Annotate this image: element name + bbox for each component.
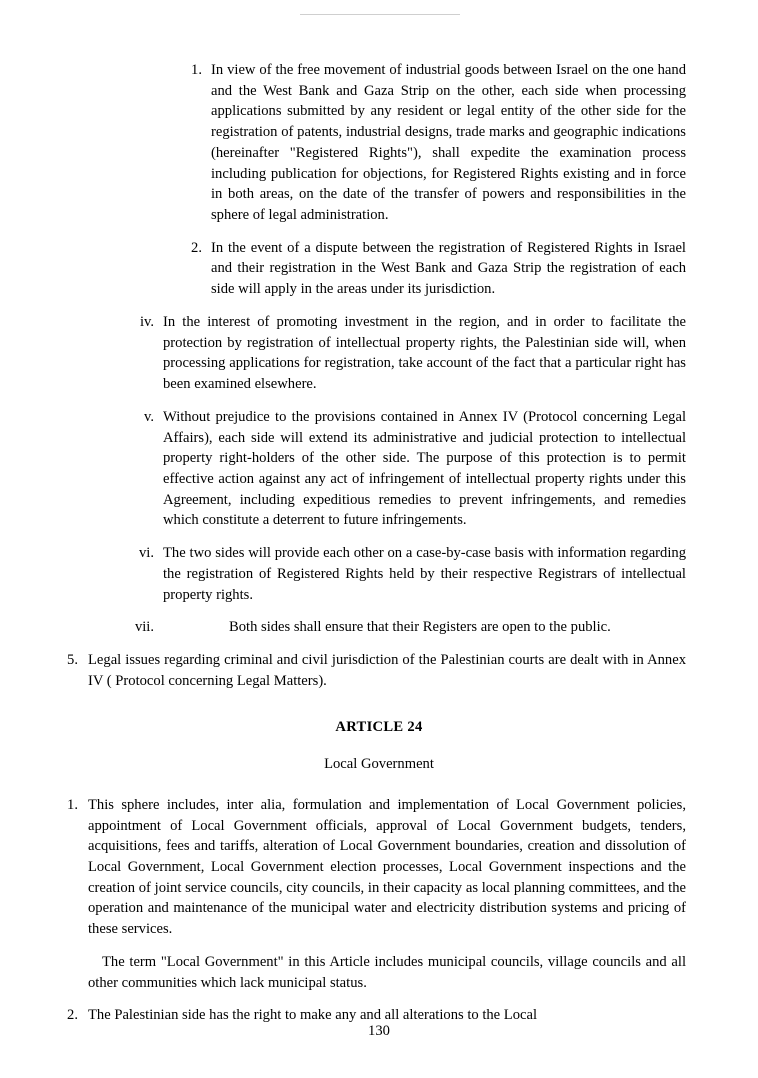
list-item xyxy=(178,238,686,300)
top-edge-artifact xyxy=(300,14,460,15)
list-item-marker: 2. xyxy=(67,1007,78,1024)
page-number: 130 xyxy=(368,1023,390,1039)
list-item xyxy=(178,60,686,226)
list-item-text: In the event of a dispute between the registration of Registered Rights in Israel and their registration in the West Bank and Gaza Strip the registration of each side will apply in the areas under its jurisdiction. xyxy=(211,239,686,298)
list-item xyxy=(60,795,686,940)
list-item-marker: 1. xyxy=(67,796,78,813)
list-item xyxy=(126,312,686,395)
list-item-text: Both sides shall ensure that their Registers are open to the public. xyxy=(229,619,611,636)
list-item-marker: v. xyxy=(144,408,154,425)
list-item-text: Legal issues regarding criminal and civil jurisdiction of the Palestinian courts are dealt with in Annex IV ( Protocol concerning Legal Matters). xyxy=(88,651,686,689)
list-item-marker: vi. xyxy=(139,545,154,562)
list-item-marker: 2. xyxy=(191,239,202,256)
article-paragraph: The term "Local Government" in this Article includes municipal councils, village councils and all other communities which lack municipal status. xyxy=(88,953,686,991)
list-item-text: In the interest of promoting investment in the region, and in order to facilitate the protection by registration of intellectual property rights, the Palestinian side will, when processing applications for registration, take account of the fact that a particular right has been examined elsewhere. xyxy=(163,313,686,393)
list-item-text: Without prejudice to the provisions contained in Annex IV (Protocol concerning Legal Affairs), each side will extend its administrative and judicial protection to intellectual property right-holders of the other side. The purpose of this protection is to permit effective action against any act of infringement of intellectual property rights under this Agreement, including expeditious remedies to prevent infringements, and remedies which constitute a deterrent to future infringements. xyxy=(163,408,686,529)
list-item-text: This sphere includes, inter alia, formulation and implementation of Local Government policies, appointment of Local Government officials, approval of Local Government budgets, tenders, acquisitions, fees and tariffs, alteration of Local Government boundaries, creation and dissolution of Local Government, Local Government election processes, Local Government inspections and the creation of joint service councils, city councils, in their capacity as local planning committees, and the operation and maintenance of the municipal water and electricity distribution systems and pricing of these services. xyxy=(88,796,686,938)
article-subtitle: Local Government xyxy=(324,756,434,773)
list-item-text: In view of the free movement of industrial goods between Israel on the one hand and the West Bank and Gaza Strip on the other, each side when processing applications submitted by any resident or legal entity of the other side for the registration of patents, industrial designs, trade marks and geographic indications (hereinafter "Registered Rights"), shall expedite the examination process including publication for objections, for Registered Rights existing and in force in both areas, on the date of the transfer of powers and responsibilities in the sphere of legal administration. xyxy=(211,62,686,224)
list-item xyxy=(126,543,686,605)
list-item xyxy=(60,650,686,691)
list-item xyxy=(126,617,686,638)
list-item-marker: vii. xyxy=(134,619,154,636)
list-item xyxy=(126,407,686,531)
list-item-marker: 1. xyxy=(191,62,202,78)
list-item-marker: 5. xyxy=(67,651,78,668)
list-item-text: The two sides will provide each other on a case-by-case basis with information regarding the registration of Registered Rights held by their respective Registrars of intellectual property rights. xyxy=(163,545,686,603)
list-item-text: The Palestinian side has the right to make any and all alterations to the Local xyxy=(88,1007,538,1024)
article-heading: ARTICLE 24 xyxy=(335,719,423,736)
list-item-marker: iv. xyxy=(139,313,154,330)
document-body xyxy=(60,60,698,1026)
